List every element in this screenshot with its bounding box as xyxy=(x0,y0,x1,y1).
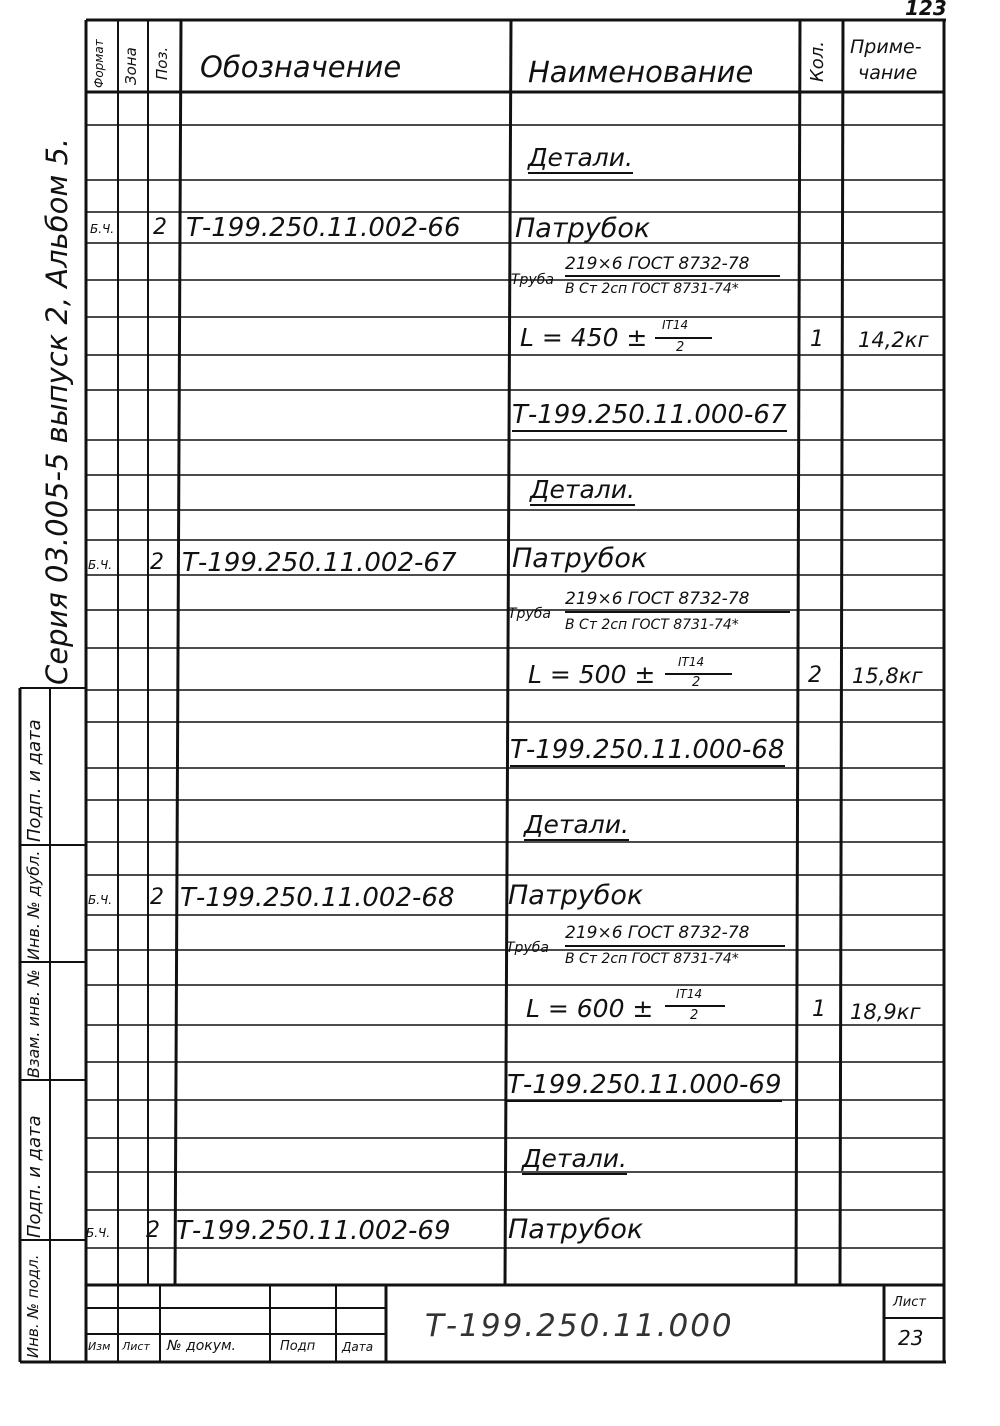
section-title: Детали. xyxy=(528,143,633,172)
section-title: Детали. xyxy=(530,475,635,504)
row-designation: Т-199.250.11.002-69 xyxy=(176,1216,451,1246)
row-pos: 2 xyxy=(146,1218,160,1243)
pipe-material-standard: В Ст 2сп ГОСТ 8731-74* xyxy=(565,951,739,967)
pipe-material-standard: В Ст 2сп ГОСТ 8731-74* xyxy=(565,281,739,297)
side-stamp-inv-orig: Инв. № подл. xyxy=(24,1254,42,1358)
section-title: Детали. xyxy=(522,1144,627,1173)
pipe-material-standard: В Ст 2сп ГОСТ 8731-74* xyxy=(565,617,739,633)
title-document-designation: Т-199.250.11.000 xyxy=(425,1308,734,1344)
side-stamp-date-sign-2: Подп. и дата xyxy=(24,1115,45,1238)
row-part-name: Патрубок xyxy=(515,213,651,244)
row-format: Б.Ч. xyxy=(90,222,115,236)
title-doc-no: № докум. xyxy=(167,1338,237,1354)
row-qty: 1 xyxy=(810,327,824,352)
pipe-length: L = 600 ± xyxy=(526,994,654,1023)
row-format: Б.Ч. xyxy=(88,893,113,907)
header-zone: Зона xyxy=(122,47,140,85)
pipe-prefix: Труба xyxy=(506,940,549,956)
row-qty: 1 xyxy=(812,997,826,1022)
header-note-1: Приме- xyxy=(850,36,922,58)
tolerance-bottom: 2 xyxy=(690,1008,699,1023)
row-pos: 2 xyxy=(153,215,167,240)
row-part-name: Патрубок xyxy=(512,543,648,574)
sheet-corner-number: 123 xyxy=(905,0,947,20)
header-designation: Обозначение xyxy=(200,50,402,84)
tolerance-top: IT14 xyxy=(678,655,705,669)
pipe-length: L = 500 ± xyxy=(528,660,656,689)
row-format: Б.Ч. xyxy=(86,1226,111,1240)
tolerance-bottom: 2 xyxy=(692,675,701,690)
row-mass: 18,9кг xyxy=(850,1000,921,1024)
section-title: Детали. xyxy=(524,810,629,839)
row-format: Б.Ч. xyxy=(88,558,113,572)
title-sheet-label: Лист xyxy=(893,1295,926,1310)
series-label: Серия 03.005-5 выпуск 2, Альбом 5. xyxy=(40,137,74,685)
row-designation: Т-199.250.11.002-66 xyxy=(186,213,461,243)
row-part-name: Патрубок xyxy=(508,1214,644,1245)
header-qty: Кол. xyxy=(807,40,828,82)
assembly-reference: Т-199.250.11.000-67 xyxy=(512,400,787,430)
row-designation: Т-199.250.11.002-67 xyxy=(182,548,457,578)
header-pos: Поз. xyxy=(153,46,171,80)
row-pos: 2 xyxy=(150,550,164,575)
pipe-prefix: Труба xyxy=(508,606,551,622)
tolerance-bottom: 2 xyxy=(676,340,685,355)
pipe-size-standard: 219×6 ГОСТ 8732-78 xyxy=(565,254,750,274)
title-sign: Подп xyxy=(280,1339,316,1354)
header-format: Формат xyxy=(92,39,106,88)
row-mass: 14,2кг xyxy=(858,328,929,352)
side-stamp-replace-inv: Взам. инв. № xyxy=(24,969,43,1078)
title-sheet-number: 23 xyxy=(898,1326,924,1350)
pipe-size-standard: 219×6 ГОСТ 8732-78 xyxy=(565,923,750,943)
side-stamp-inv-dupl: Инв. № дубл. xyxy=(24,850,43,960)
row-qty: 2 xyxy=(808,663,822,688)
row-part-name: Патрубок xyxy=(508,880,644,911)
row-pos: 2 xyxy=(150,885,164,910)
assembly-reference: Т-199.250.11.000-69 xyxy=(507,1070,782,1100)
header-note-2: чание xyxy=(858,62,918,84)
pipe-length: L = 450 ± xyxy=(520,323,648,352)
title-sheet: Лист xyxy=(122,1340,150,1353)
row-mass: 15,8кг xyxy=(852,664,923,688)
assembly-reference: Т-199.250.11.000-68 xyxy=(510,735,785,765)
row-designation: Т-199.250.11.002-68 xyxy=(180,883,455,913)
title-change: Изм xyxy=(88,1340,111,1353)
side-stamp-date-sign: Подп. и дата xyxy=(24,719,45,842)
tolerance-top: IT14 xyxy=(676,987,703,1001)
pipe-prefix: Труба xyxy=(511,272,554,288)
header-name: Наименование xyxy=(528,55,754,89)
pipe-size-standard: 219×6 ГОСТ 8732-78 xyxy=(565,589,750,609)
title-date: Дата xyxy=(342,1340,374,1354)
tolerance-top: IT14 xyxy=(662,318,689,332)
